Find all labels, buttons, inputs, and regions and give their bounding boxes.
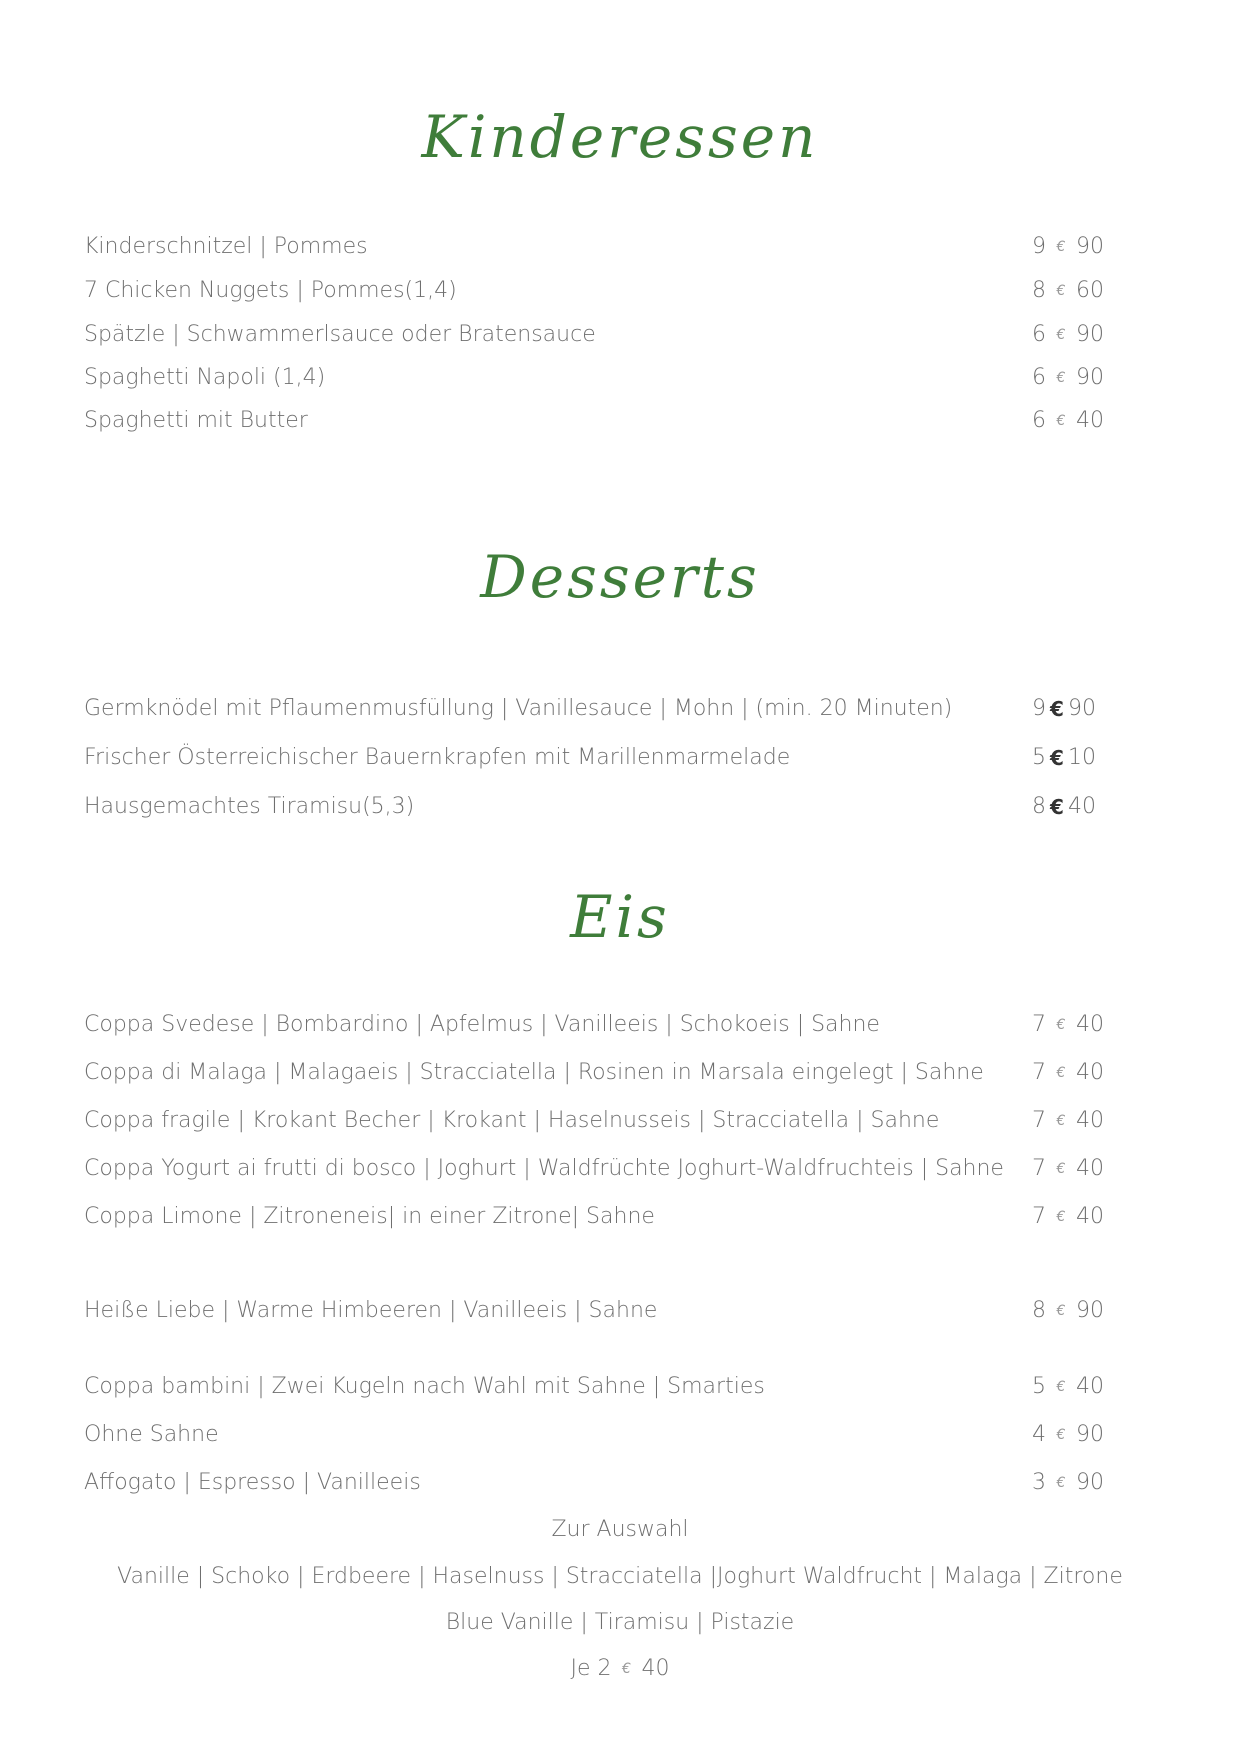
euro-sign-icon: € bbox=[1050, 697, 1064, 721]
item-name: Hausgemachtes Tiramisu(5,3) bbox=[84, 794, 415, 819]
item-name: Frischer Österreichischer Bauernkrapfen mit Marillenmarmelade bbox=[84, 745, 791, 770]
price-cents: 40 bbox=[1076, 1108, 1104, 1133]
menu-item bbox=[84, 1104, 1114, 1138]
price-cents: 40 bbox=[1076, 1012, 1104, 1037]
price-cents: 40 bbox=[1076, 1374, 1104, 1399]
price-cents: 90 bbox=[1076, 234, 1104, 259]
price-cents: 40 bbox=[1076, 1204, 1104, 1229]
item-name: Kinderschnitzel | Pommes bbox=[84, 234, 368, 259]
menu-item bbox=[84, 1466, 1114, 1500]
item-name: Spätzle | Schwammerlsauce oder Bratensauce bbox=[84, 322, 596, 347]
euro-sign-icon: € bbox=[1056, 1209, 1066, 1225]
item-name: Spaghetti mit Butter bbox=[84, 408, 308, 433]
price-euros: 6 bbox=[1032, 408, 1046, 433]
item-price bbox=[1032, 1200, 1104, 1234]
item-name: Coppa bambini | Zwei Kugeln nach Wahl mit Sahne | Smarties bbox=[84, 1374, 765, 1399]
item-price bbox=[1032, 1152, 1104, 1186]
item-price bbox=[1032, 230, 1104, 264]
price-euros: 7 bbox=[1032, 1156, 1046, 1181]
price-euros: 7 bbox=[1032, 1012, 1046, 1037]
euro-sign-icon: € bbox=[1056, 1379, 1066, 1395]
menu-item bbox=[84, 790, 1114, 824]
item-name: Germknödel mit Pflaumenmusfüllung | Vanillesauce | Mohn | (min. 20 Minuten) bbox=[84, 696, 953, 721]
price-cents: 10 bbox=[1068, 745, 1096, 770]
menu-item bbox=[84, 274, 1114, 308]
menu-item bbox=[84, 361, 1114, 395]
euro-sign-icon: € bbox=[1056, 1303, 1066, 1319]
menu-item bbox=[84, 1056, 1114, 1090]
item-price bbox=[1032, 1466, 1104, 1500]
item-name: Spaghetti Napoli (1,4) bbox=[84, 365, 326, 390]
price-euros: 8 bbox=[1032, 278, 1046, 303]
menu-item bbox=[84, 1370, 1114, 1404]
item-price bbox=[1032, 1418, 1104, 1452]
price-cents: 90 bbox=[1068, 696, 1096, 721]
item-name: Coppa di Malaga | Malagaeis | Stracciatella | Rosinen in Marsala eingelegt | Sahne bbox=[84, 1060, 984, 1085]
menu-item bbox=[84, 1200, 1114, 1234]
item-name: Heiße Liebe | Warme Himbeeren | Vanilleeis | Sahne bbox=[84, 1298, 658, 1323]
euro-sign-icon: € bbox=[1056, 1427, 1066, 1443]
price-euros: 7 bbox=[1032, 1204, 1046, 1229]
price-prefix: Je 2 bbox=[570, 1656, 612, 1681]
item-name: Coppa Limone | Zitroneneis| in einer Zitrone| Sahne bbox=[84, 1204, 655, 1229]
selection-heading: Zur Auswahl bbox=[551, 1517, 689, 1542]
price-euros: 5 bbox=[1032, 1374, 1046, 1399]
price-cents: 60 bbox=[1076, 278, 1104, 303]
price-euros: 8 bbox=[1032, 1298, 1046, 1323]
item-price bbox=[1032, 692, 1096, 726]
menu-item bbox=[84, 404, 1114, 438]
price-euros: 3 bbox=[1032, 1470, 1046, 1495]
menu-item bbox=[84, 741, 1114, 775]
selection-price bbox=[0, 1652, 1240, 1686]
price-euros: 9 bbox=[1032, 696, 1046, 721]
price-euros: 6 bbox=[1032, 365, 1046, 390]
price-euros: 9 bbox=[1032, 234, 1046, 259]
menu-item bbox=[84, 318, 1114, 352]
price-euros: 7 bbox=[1032, 1060, 1046, 1085]
item-price bbox=[1032, 1008, 1104, 1042]
desserts-heading: Desserts bbox=[480, 543, 760, 611]
euro-sign-icon: € bbox=[1050, 746, 1064, 770]
item-price bbox=[1032, 741, 1096, 775]
euro-sign-icon: € bbox=[1056, 413, 1066, 429]
item-price bbox=[1032, 318, 1104, 352]
price-cents: 40 bbox=[1076, 408, 1104, 433]
price-euros: 5 bbox=[1032, 745, 1046, 770]
item-price bbox=[1032, 274, 1104, 308]
item-price bbox=[1032, 1104, 1104, 1138]
euro-sign-icon: € bbox=[1056, 239, 1066, 255]
item-price bbox=[1032, 361, 1104, 395]
menu-item bbox=[84, 230, 1114, 264]
euro-sign-icon: € bbox=[1050, 795, 1064, 819]
item-name: Coppa Svedese | Bombardino | Apfelmus | Vanilleeis | Schokoeis | Sahne bbox=[84, 1012, 880, 1037]
price-cents: 90 bbox=[1076, 1298, 1104, 1323]
item-price bbox=[1032, 1294, 1104, 1328]
item-name: Affogato | Espresso | Vanilleeis bbox=[84, 1470, 421, 1495]
price-euros: 8 bbox=[1032, 794, 1046, 819]
item-name: Coppa fragile | Krokant Becher | Krokant | Haselnusseis | Stracciatella | Sahne bbox=[84, 1108, 940, 1133]
price-cents: 40 bbox=[1076, 1156, 1104, 1181]
item-price bbox=[1032, 1370, 1104, 1404]
item-price bbox=[1032, 1056, 1104, 1090]
price-cents: 90 bbox=[1076, 1422, 1104, 1447]
kinderessen-heading: Kinderessen bbox=[421, 103, 819, 171]
euro-sign-icon: € bbox=[622, 1661, 631, 1677]
price-euros: 4 bbox=[1032, 1422, 1046, 1447]
flavor-list: Vanille | Schoko | Erdbeere | Haselnuss | Stracciatella |Joghurt Waldfrucht | Malaga | Zitrone bbox=[117, 1564, 1123, 1589]
euro-sign-icon: € bbox=[1056, 370, 1066, 386]
euro-sign-icon: € bbox=[1056, 1017, 1066, 1033]
menu-item bbox=[84, 1418, 1114, 1452]
item-name: Coppa Yogurt ai frutti di bosco | Joghurt | Waldfrüchte Joghurt-Waldfruchteis | Sahne bbox=[84, 1156, 1004, 1181]
price-cents: 90 bbox=[1076, 322, 1104, 347]
euro-sign-icon: € bbox=[1056, 1113, 1066, 1129]
price-euros: 6 bbox=[1032, 322, 1046, 347]
item-name: Ohne Sahne bbox=[84, 1422, 219, 1447]
euro-sign-icon: € bbox=[1056, 1475, 1066, 1491]
price-euros: 7 bbox=[1032, 1108, 1046, 1133]
euro-sign-icon: € bbox=[1056, 1065, 1066, 1081]
menu-item bbox=[84, 1294, 1114, 1328]
menu-item bbox=[84, 692, 1114, 726]
euro-sign-icon: € bbox=[1056, 283, 1066, 299]
price-cents: 90 bbox=[1076, 365, 1104, 390]
eis-heading: Eis bbox=[570, 883, 670, 951]
price-cents: 40 bbox=[1068, 794, 1096, 819]
price-cents: 40 bbox=[1076, 1060, 1104, 1085]
euro-sign-icon: € bbox=[1056, 327, 1066, 343]
flavor-list: Blue Vanille | Tiramisu | Pistazie bbox=[445, 1610, 795, 1635]
euro-sign-icon: € bbox=[1056, 1161, 1066, 1177]
price-cents: 90 bbox=[1076, 1470, 1104, 1495]
price-cents: 40 bbox=[641, 1656, 670, 1681]
item-name: 7 Chicken Nuggets | Pommes(1,4) bbox=[84, 278, 457, 303]
menu-item bbox=[84, 1008, 1114, 1042]
item-price bbox=[1032, 404, 1104, 438]
menu-item bbox=[84, 1152, 1114, 1186]
item-price bbox=[1032, 790, 1096, 824]
